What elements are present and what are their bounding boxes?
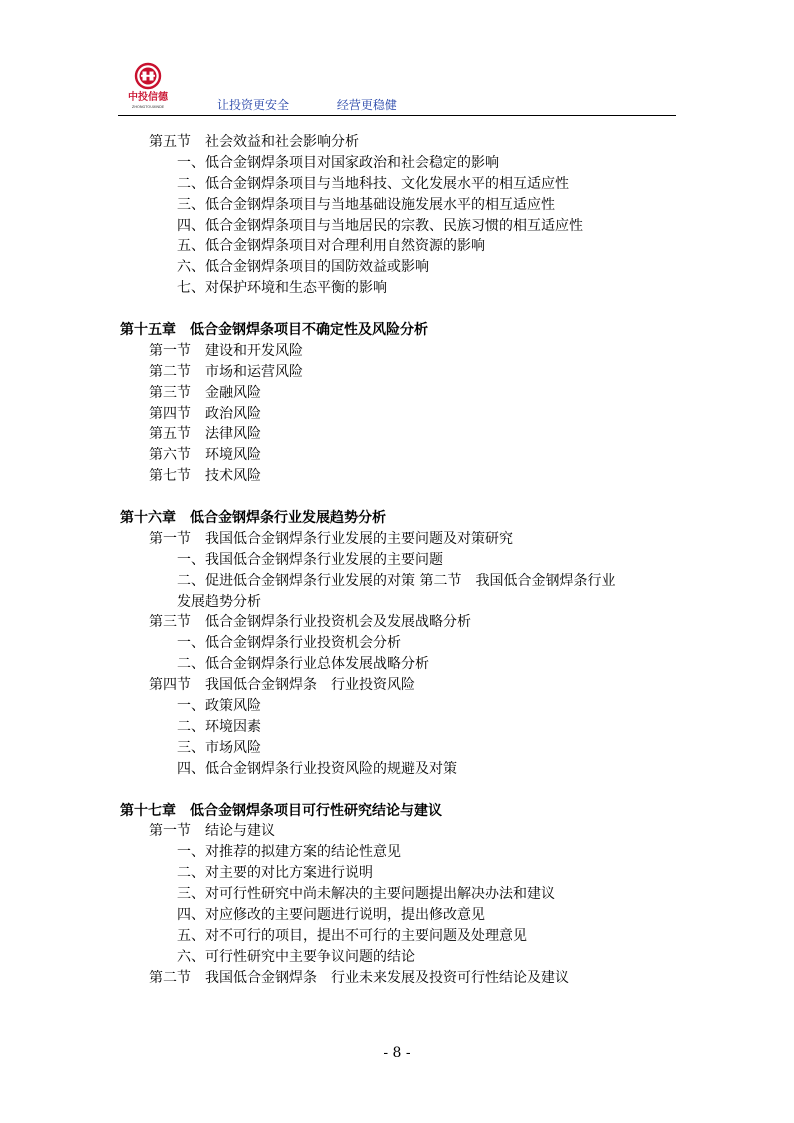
subsection-entry: 一、政策风险 [177,698,261,715]
subsection-entry: 四、低合金钢焊条项目与当地居民的宗教、民族习惯的相互适应性 [177,217,583,234]
section-entry: 第六节 环境风险 [149,447,261,464]
subsection-entry: 发展趋势分析 [177,593,261,610]
section-entry: 第五节 法律风险 [149,426,261,443]
subsection-entry: 二、环境因素 [177,718,261,735]
section-entry: 第七节 技术风险 [149,468,261,485]
section-entry: 第二节 我国低合金钢焊条 行业未来发展及投资可行性结论及建议 [149,969,569,986]
subsection-entry: 二、低合金钢焊条行业总体发展战略分析 [177,656,429,673]
subsection-entry: 三、低合金钢焊条项目与当地基础设施发展水平的相互适应性 [177,196,555,213]
section-entry: 第三节 低合金钢焊条行业投资机会及发展战略分析 [149,614,471,631]
section-entry: 第一节 建设和开发风险 [149,342,303,359]
subsection-entry: 一、我国低合金钢焊条行业发展的主要问题 [177,551,443,568]
subsection-entry: 六、可行性研究中主要争议问题的结论 [177,948,415,965]
subsection-entry: 一、对推荐的拟建方案的结论性意见 [177,844,401,861]
logo-text: 中投信德 [128,92,168,103]
subsection-entry: 二、低合金钢焊条项目与当地科技、文化发展水平的相互适应性 [177,175,569,192]
subsection-entry: 二、促进低合金钢焊条行业发展的对策 第二节 我国低合金钢焊条行业 [177,572,616,589]
section-gap [120,299,680,320]
subsection-entry: 七、对保护环境和生态平衡的影响 [177,280,387,297]
subsection-entry: 四、对应修改的主要问题进行说明，提出修改意见 [177,906,485,923]
section-entry: 第四节 政治风险 [149,405,261,422]
page-number: - 8 - [383,1045,411,1061]
header-divider [118,115,676,116]
subsection-entry: 一、低合金钢焊条项目对国家政治和社会稳定的影响 [177,154,499,171]
section-gap [120,487,680,508]
section-entry: 第一节 结论与建议 [149,823,275,840]
subsection-entry: 五、低合金钢焊条项目对合理利用自然资源的影响 [177,238,485,255]
table-of-contents [120,132,680,989]
subsection-entry: 四、低合金钢焊条行业投资风险的规避及对策 [177,760,457,777]
page-header [118,62,676,114]
subsection-entry: 三、市场风险 [177,739,261,756]
subsection-entry: 三、对可行性研究中尚未解决的主要问题提出解决办法和建议 [177,886,555,903]
section-entry: 第二节 市场和运营风险 [149,363,303,380]
slogan-safe-investment: 让投资更安全 [217,98,290,112]
subsection-entry: 一、低合金钢焊条行业投资机会分析 [177,635,401,652]
chapter-heading: 第十五章 低合金钢焊条项目不确定性及风险分析 [120,322,428,339]
chapter-heading: 第十六章 低合金钢焊条行业发展趋势分析 [120,510,386,527]
header-slogans [217,96,397,113]
section-entry: 第三节 金融风险 [149,384,261,401]
section-entry: 第五节 社会效益和社会影响分析 [149,134,359,150]
logo-subtext: ZHONGTOUXINDE [131,105,165,109]
section-entry: 第一节 我国低合金钢焊条行业发展的主要问题及对策研究 [149,530,513,547]
section-entry: 第四节 我国低合金钢焊条 行业投资风险 [149,677,415,694]
section-gap [120,780,680,801]
chapter-heading: 第十七章 低合金钢焊条项目可行性研究结论与建议 [120,802,442,819]
slogan-steady-operation: 经营更稳健 [336,98,397,112]
subsection-entry: 五、对不可行的项目，提出不可行的主要问题及处理意见 [177,927,527,944]
company-logo [118,62,178,112]
subsection-entry: 二、对主要的对比方案进行说明 [177,865,373,882]
subsection-entry: 六、低合金钢焊条项目的国防效益或影响 [177,259,429,276]
